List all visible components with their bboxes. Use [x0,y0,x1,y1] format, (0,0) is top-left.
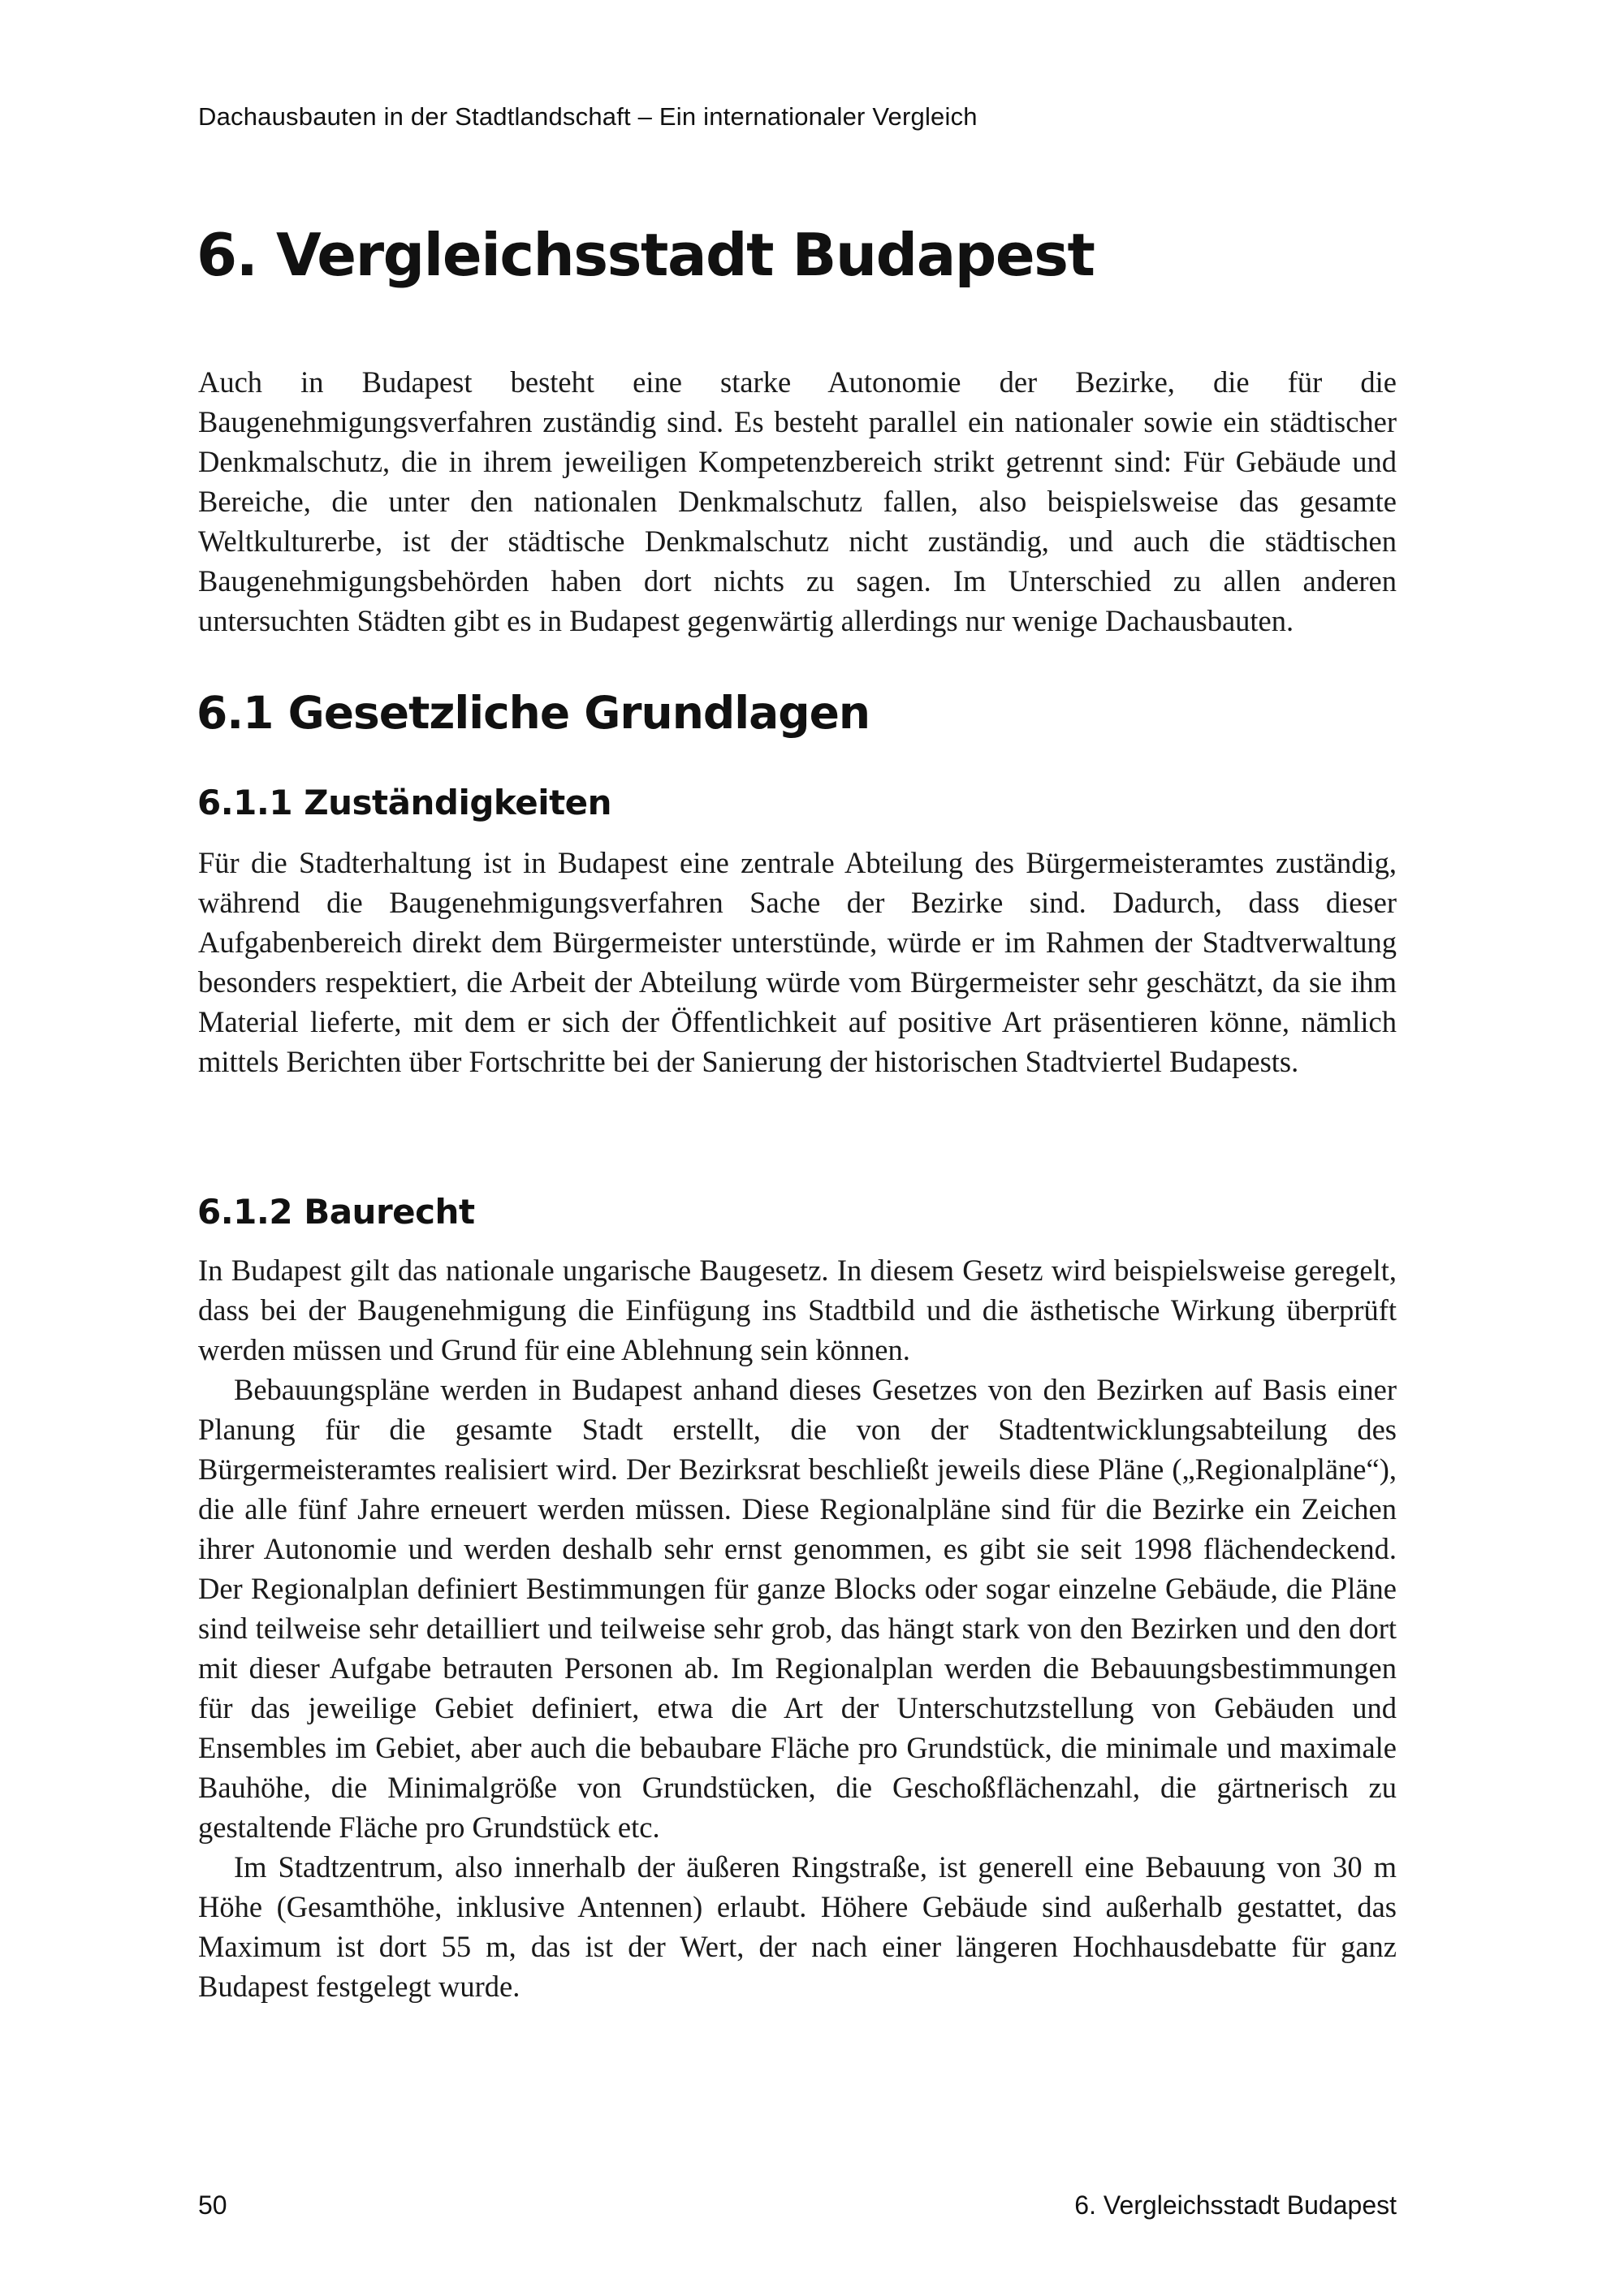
section-heading-6-1-2: 6.1.2 Baurecht [197,1192,475,1232]
footer-chapter-title: 6. Vergleichsstadt Budapest [1074,2190,1397,2220]
running-header: Dachausbauten in der Stadtlandschaft – Ein internationaler Vergleich [198,102,978,131]
intro-paragraph: Auch in Budapest besteht eine starke Autonomie der Bezirke, die für die Baugenehmigungsverfahren zuständig sind. Es besteht parallel ein nationaler sowie ein städtischer Denkmalschutz, die in ihrem jeweiligen Kompetenzbereich strikt getrennt sind: Für Gebäude und Bereiche, die unter den nationalen Denkmalschutz fallen, also beispielsweise das gesamte Weltkulturerbe, ist der städtische Denkmalschutz nicht zuständig, und auch die städtischen Baugenehmigungsbehörden haben dort nichts zu sagen. Im Unterschied zu allen anderen untersuchten Städten gibt es in Budapest gegenwärtig allerdings nur wenige Dachausbauten. [198,365,1397,637]
section-heading-6-1-1: 6.1.1 Zuständigkeiten [197,783,612,822]
baurecht-paragraph-1: In Budapest gilt das nationale ungarische Baugesetz. In diesem Gesetz wird beispielsweise geregelt, dass bei der Baugenehmigung die Einfügung ins Stadtbild und die ästhetische Wirkung überprüft werden müssen und Grund für eine Ablehnung sein können. [198,1254,1397,1366]
chapter-intro [198,362,1397,641]
zustaendigkeiten-paragraph: Für die Stadterhaltung ist in Budapest eine zentrale Abteilung des Bürgermeisteramtes zuständig, während die Baugenehmigungsverfahren Sache der Bezirke sind. Dadurch, dass dieser Aufgabenbereich direkt dem Bürgermeister unterstünde, würde er im Rahmen der Stadtverwaltung besonders respektiert, die Arbeit der Abteilung würde vom Bürgermeister sehr geschätzt, da sie ihm Material lieferte, mit dem er sich der Öffentlichkeit auf positive Art präsentieren könne, nämlich mittels Berichten über Fortschritte bei der Sanierung der historischen Stadtviertel Budapests. [198,846,1397,1078]
section-6-1-1-body [198,843,1397,1081]
chapter-title: 6. Vergleichsstadt Budapest [197,221,1095,289]
page-number: 50 [198,2190,227,2220]
baurecht-paragraph-2: Bebauungspläne werden in Budapest anhand dieses Gesetzes von den Bezirken auf Basis einer Planung für die gesamte Stadt erstellt, die von der Stadtentwicklungsabteilung des Bürgermeisteramtes realisiert wird. Der Bezirksrat beschließt jeweils diese Pläne („Regionalpläne“), die alle fünf Jahre erneuert werden müssen. Diese Regionalpläne sind für die Bezirke ein Zeichen ihrer Autonomie und werden deshalb sehr ernst genommen, es gibt sie seit 1998 flächendeckend. Der Regionalplan definiert Bestimmungen für ganze Blocks oder sogar einzelne Gebäude, die Pläne sind teilweise sehr detailliert und teilweise sehr grob, das hängt stark von den Bezirken und den dort mit dieser Aufgabe betrauten Personen ab. Im Regionalplan werden die Bebauungsbestimmungen für das jeweilige Gebiet definiert, etwa die Art der Unterschutzstellung von Gebäuden und Ensembles im Gebiet, aber auch die bebaubare Fläche pro Grundstück, die minimale und maximale Bauhöhe, die Minimalgröße von Grundstücken, die Geschoßflächenzahl, die gärtnerisch zu gestaltende Fläche pro Grundstück etc. [198,1373,1397,1844]
section-heading-6-1: 6.1 Gesetzliche Grundlagen [197,687,870,739]
section-6-1-2-body [198,1250,1397,2006]
baurecht-paragraph-3: Im Stadtzentrum, also innerhalb der äußeren Ringstraße, ist generell eine Bebauung von 30 m Höhe (Gesamthöhe, inklusive Antennen) erlaubt. Höhere Gebäude sind außerhalb gestattet, das Maximum ist dort 55 m, das ist der Wert, der nach einer längeren Hochhausdebatte für ganz Budapest festgelegt wurde. [198,1850,1397,2003]
